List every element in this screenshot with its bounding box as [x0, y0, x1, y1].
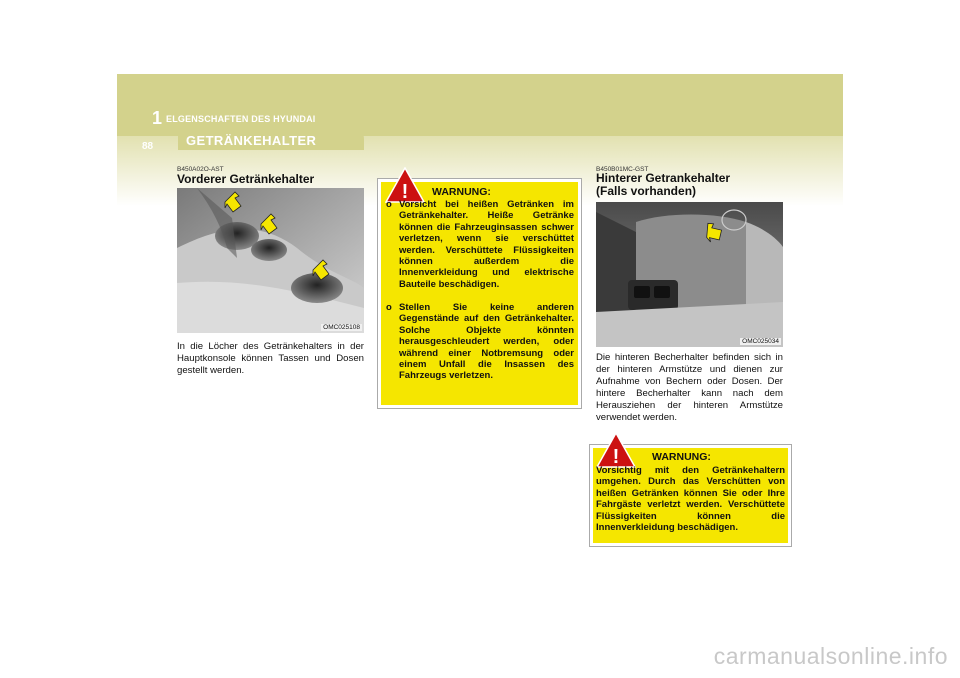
warning-item-2: Stellen Sie keine anderen Gegenstände auf den Getränkehalter. Solche Objekte könnten herausgeschleudert werden, oder während einer Notbremsung oder einem Unfall die Insassen des Fahrzeugs verletzen. — [399, 302, 574, 382]
rear-cupholder-photo — [596, 202, 783, 347]
heading-rear-holder-line1: Hinterer Getrankehalter — [596, 171, 731, 185]
heading-front-holder: Vorderer Getränkehalter — [177, 172, 315, 186]
watermark[interactable]: carmanualsonline.info — [713, 643, 948, 669]
warning-title-right: WARNUNG: — [652, 451, 711, 463]
section-code-rear: B450B01MC-GST — [596, 166, 649, 173]
chapter-title: ELGENSCHAFTEN DES HYUNDAI — [166, 114, 316, 124]
front-cupholder-illustration — [177, 188, 364, 333]
svg-text:!: ! — [401, 181, 409, 203]
front-cupholder-photo — [177, 188, 364, 333]
warning-title-middle: WARNUNG: — [432, 186, 491, 198]
body-front-holder: In die Löcher des Getränkehalters in der Hauptkonsole können Tassen und Dosen gestellt werden. — [177, 341, 364, 376]
section-title: GETRÄNKEHALTER — [186, 133, 317, 148]
header-band — [117, 74, 843, 136]
section-code-front: B450A02O-AST — [177, 166, 224, 173]
warning-item-1: Vorsicht bei heißen Getränken im Getränkehalter. Heiße Getränke können die Fahrzeuginsassen schwer verletzen, wenn sie verschüttet werden. Verschüttete Flüssigkeiten können außerdem die Innenverkleidung und elektrische Bauteile beschädigen. — [399, 199, 574, 290]
warning-bullet-1: o — [386, 199, 392, 210]
warning-text-right: Vorsichtig mit den Getränkehaltern umgehen. Durch das Verschütten von heißen Getränken können Sie oder Ihre Fahrgäste verletzt werden. Verschüttete Flüssigkeiten können die Innenverkleidung beschädigen. — [596, 465, 785, 534]
svg-text:!: ! — [612, 446, 620, 468]
photo-code-front: OMC025108 — [323, 324, 360, 331]
heading-rear-holder-line2: (Falls vorhanden) — [596, 184, 697, 198]
chapter-number: 1 — [152, 108, 163, 128]
body-rear-holder: Die hinteren Becherhalter befinden sich in der hinteren Armstütze und dienen zur Aufnahme von Bechern oder Dosen. Der hintere Becherhalter kann nach dem Herausziehen der hinteren Armstütze verwendet werden. — [596, 352, 783, 423]
warning-bullet-2: o — [386, 302, 392, 313]
rear-cupholder-illustration — [596, 202, 783, 347]
warning-triangle-icon — [596, 432, 636, 468]
page-number: 88 — [142, 141, 154, 152]
photo-code-rear: OMC025034 — [742, 338, 779, 345]
warning-triangle-icon — [385, 167, 425, 203]
